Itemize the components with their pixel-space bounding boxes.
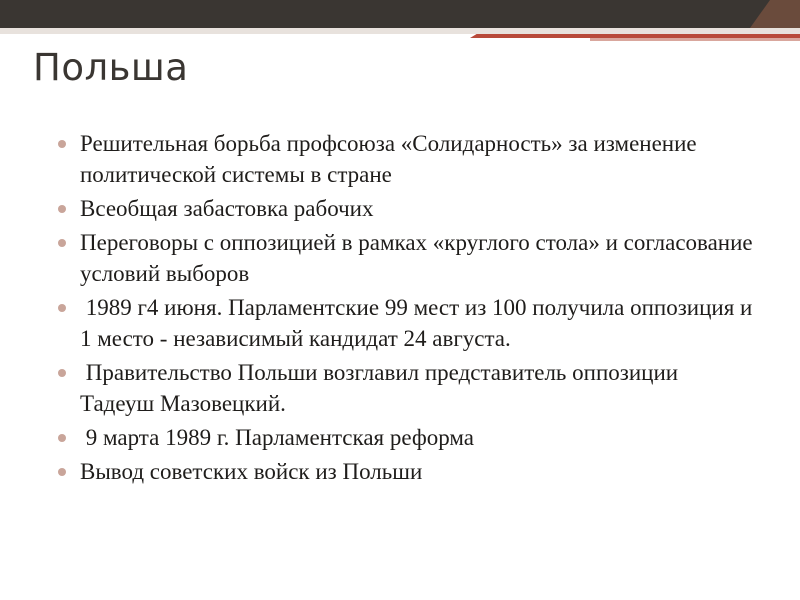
bullet-text: 9 марта 1989 г. Парламентская реформа: [80, 425, 475, 450]
bullet-icon: [58, 369, 66, 377]
header-band-accent: [0, 28, 800, 34]
bullet-item: [56, 456, 756, 487]
bullet-icon: [58, 239, 66, 247]
bullet-icon: [58, 205, 66, 213]
bullet-text: 1989 г4 июня. Парламентские 99 мест из 100 получила оппозиция и 1 место - независимый кандидат 24 августа.: [80, 295, 759, 351]
bullet-list: [56, 128, 759, 490]
bullet-item: [56, 292, 759, 354]
bullet-icon: [58, 468, 66, 476]
bullet-icon: [58, 140, 66, 148]
header-band: [0, 0, 800, 28]
bullet-item: [56, 422, 756, 453]
bullet-text: Решительная борьба профсоюза «Солидарность» за изменение политической системы в стране: [80, 131, 703, 187]
bullet-text: Правительство Польши возглавил представитель оппозиции Тадеуш Мазовецкий.: [80, 360, 684, 416]
bullet-item: [56, 227, 759, 289]
bullet-item: [56, 357, 756, 419]
bullet-icon: [58, 304, 66, 312]
slide-title: Польша: [33, 46, 189, 89]
bullet-item: [56, 193, 756, 224]
bullet-text: Переговоры с оппозицией в рамках «круглого стола» и согласование условий выборов: [80, 230, 759, 286]
bullet-item: [56, 128, 756, 190]
bullet-text: Всеобщая забастовка рабочих: [80, 196, 374, 221]
header-accent-stripe-secondary: [590, 38, 800, 41]
bullet-icon: [58, 434, 66, 442]
bullet-text: Вывод советских войск из Польши: [80, 459, 423, 484]
